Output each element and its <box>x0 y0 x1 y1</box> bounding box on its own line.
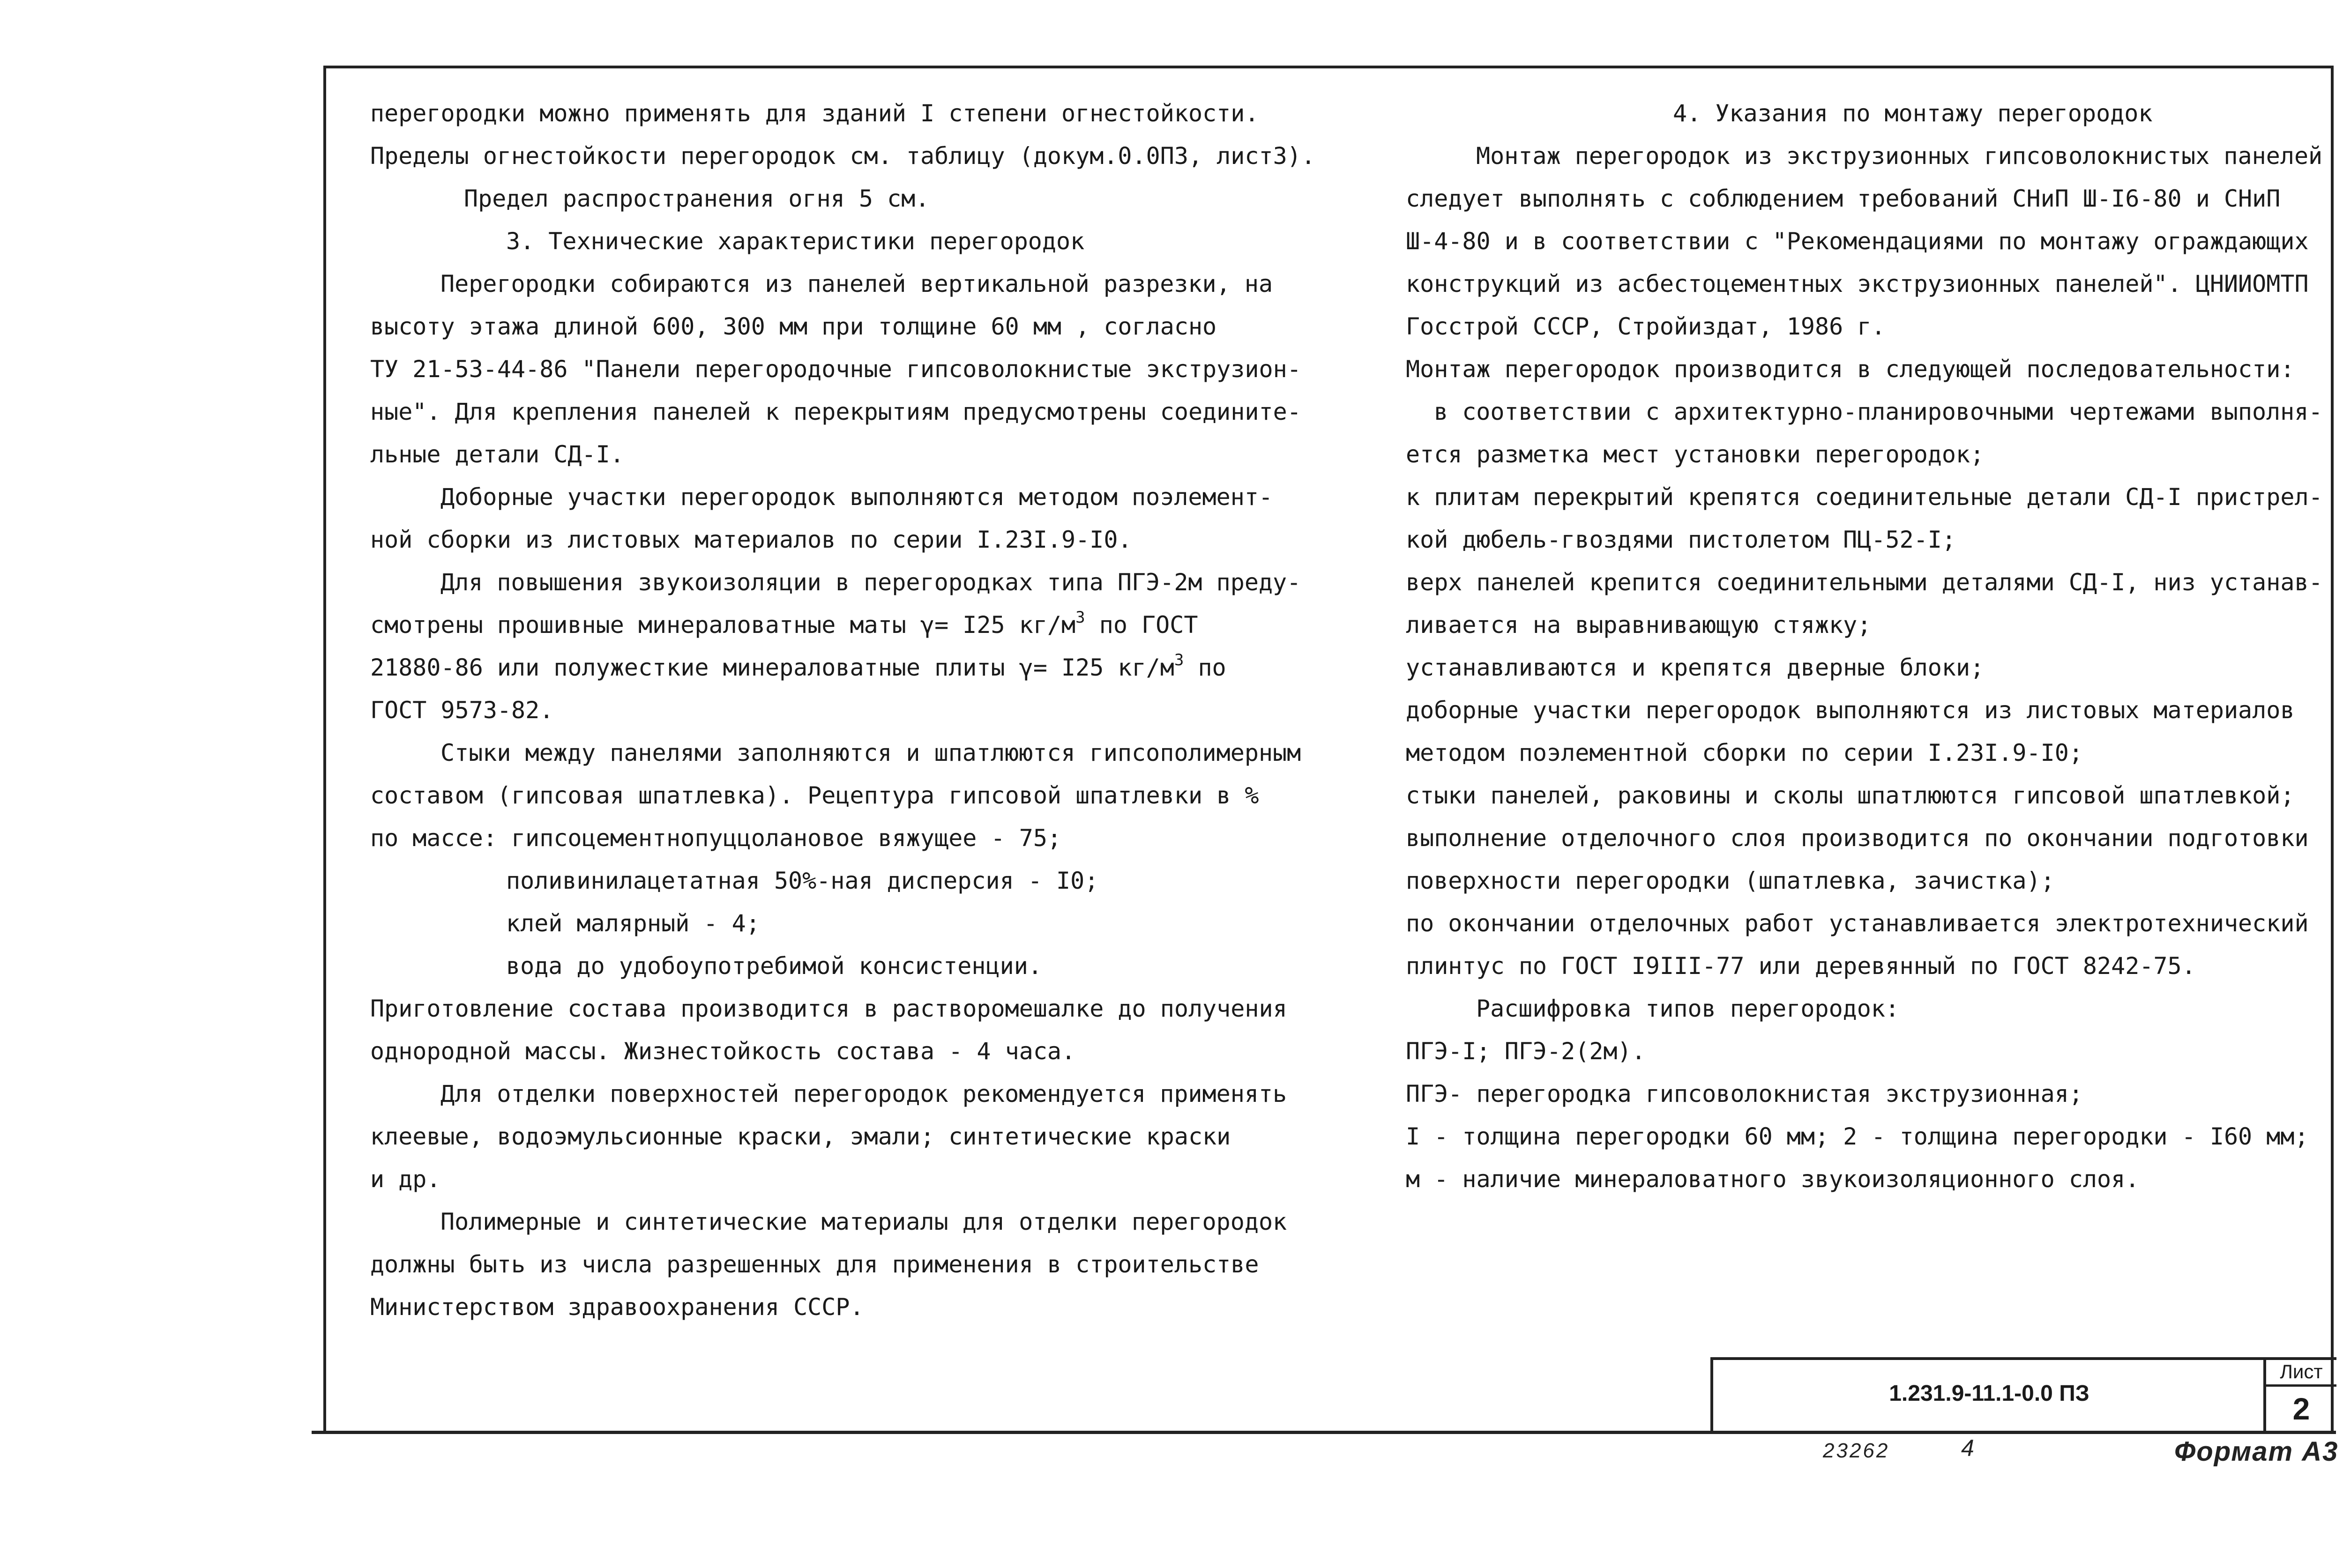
sheet-label: Лист <box>2266 1359 2336 1387</box>
text-line: Полимерные и синтетические материалы для отделки перегородок <box>440 1208 1287 1235</box>
format-label: Формат А3 <box>2174 1436 2339 1467</box>
text-line: ПГЭ-I; ПГЭ-2(2м). <box>1406 1038 1646 1065</box>
text-line: I - толщина перегородки 60 мм; 2 - толщина перегородки - I60 мм; <box>1406 1123 2309 1150</box>
section-3-heading: 3. Технические характеристики перегородок <box>506 228 1085 255</box>
text-line: Перегородки собираются из панелей вертикальной разрезки, на <box>440 270 1273 297</box>
text-line: вода до удобоупотребимой консистенции. <box>506 952 1042 980</box>
text-line: льные детали СД-I. <box>370 441 624 468</box>
text-fragment: смотрены прошивные минераловатные маты γ= I25 кг/м <box>370 611 1076 639</box>
section-4-heading: 4. Указания по монтажу перегородок <box>1673 100 2153 127</box>
text-line: Министерством здравоохранения СССР. <box>370 1293 864 1321</box>
right-column <box>1406 92 2323 1201</box>
text-line <box>370 604 1261 647</box>
text-fragment: 21880-86 или полужесткие минераловатные плиты γ= I25 кг/м <box>370 654 1174 681</box>
text-line: ПГЭ- перегородка гипсоволокнистая экструзионная; <box>1406 1080 2083 1107</box>
text-line: ной сборки из листовых материалов по серии I.23I.9-I0. <box>370 526 1132 553</box>
text-line: высоту этажа длиной 600, 300 мм при толщине 60 мм , согласно <box>370 313 1217 340</box>
text-line: Ш-4-80 и в соответствии с "Рекомендациями по монтажу ограждающих <box>1406 228 2309 255</box>
text-line: Госстрой СССР, Стройиздат, 1986 г. <box>1406 313 1886 340</box>
text-line: плинтус по ГОСТ I9III-77 или деревянный по ГОСТ 8242-75. <box>1406 952 2196 980</box>
text-line: Доборные участки перегородок выполняются методом поэлемент- <box>440 483 1273 511</box>
text-line: и др. <box>370 1166 441 1193</box>
text-line: следует выполнять с соблюдением требований СНиП Ш-I6-80 и СНиП <box>1406 185 2281 212</box>
text-line: выполнение отделочного слоя производится по окончании подготовки <box>1406 825 2309 852</box>
text-line: в соответствии с архитектурно-планировочными чертежами выполня- <box>1434 398 2323 425</box>
text-fragment: по ГОСТ <box>1085 611 1198 639</box>
text-line: Пределы огнестойкости перегородок см. таблицу (докум.0.0ПЗ, лист3). <box>370 142 1315 170</box>
text-line <box>370 647 1261 689</box>
text-line: методом поэлементной сборки по серии I.23I.9-I0; <box>1406 739 2083 766</box>
text-line: клеевые, водоэмульсионные краски, эмали; синтетические краски <box>370 1123 1231 1150</box>
text-line: составом (гипсовая шпатлевка). Рецептура гипсовой шпатлевки в % <box>370 782 1259 809</box>
left-column <box>370 92 1315 1329</box>
text-line: кой дюбель-гвоздями пистолетом ПЦ-52-I; <box>1406 526 1956 553</box>
text-line: ные". Для крепления панелей к перекрытиям предусмотрены соедините- <box>370 398 1301 425</box>
text-line: поливинилацетатная 50%-ная дисперсия - I0; <box>506 867 1099 894</box>
text-line: по окончании отделочных работ устанавливается электротехнический <box>1406 910 2309 937</box>
text-line: Для отделки поверхностей перегородок рекомендуется применять <box>440 1080 1287 1107</box>
text-line: ливается на выравнивающую стяжку; <box>1406 611 1872 639</box>
text-fragment: по <box>1184 654 1226 681</box>
document-code: 1.231.9-11.1-0.0 ПЗ <box>1889 1381 2089 1406</box>
text-line: к плитам перекрытий крепятся соединительные детали СД-I пристрел- <box>1406 483 2323 511</box>
text-line: Расшифровка типов перегородок: <box>1476 995 1900 1022</box>
text-line: доборные участки перегородок выполняются из листовых материалов <box>1406 697 2295 724</box>
text-line: устанавливаются и крепятся дверные блоки; <box>1406 654 1985 681</box>
text-line: клей малярный - 4; <box>506 910 760 937</box>
text-line: конструкций из асбестоцементных экструзионных панелей". ЦНИИОМТП <box>1406 270 2309 297</box>
text-line: поверхности перегородки (шпатлевка, зачистка); <box>1406 867 2055 894</box>
text-line: ется разметка мест установки перегородок; <box>1406 441 1985 468</box>
text-line: Приготовление состава производится в растворомешалке до получения <box>370 995 1287 1022</box>
text-line: Монтаж перегородок производится в следующей последовательности: <box>1406 356 2295 383</box>
text-line: Монтаж перегородок из экструзионных гипсоволокнистых панелей <box>1476 142 2323 170</box>
text-line: однородной массы. Жизнестойкость состава - 4 часа. <box>370 1038 1076 1065</box>
text-line: м - наличие минераловатного звукоизоляционного слоя. <box>1406 1166 2140 1193</box>
superscript: 3 <box>1075 608 1085 627</box>
text-line: стыки панелей, раковины и сколы шпатлюются гипсовой шпатлевкой; <box>1406 782 2295 809</box>
text-line: верх панелей крепится соединительными деталями СД-I, низ устанав- <box>1406 569 2323 596</box>
text-line: ТУ 21-53-44-86 "Панели перегородочные гипсоволокнистые экструзион- <box>370 356 1301 383</box>
inventory-number: 23262 <box>1823 1439 1890 1462</box>
superscript: 3 <box>1174 651 1184 669</box>
text-line: Для повышения звукоизоляции в перегородках типа ПГЭ-2м преду- <box>440 569 1301 596</box>
text-line: ГОСТ 9573-82. <box>370 697 554 724</box>
sheet-number: 2 <box>2292 1391 2310 1426</box>
text-line: Предел распространения огня 5 см. <box>464 185 930 212</box>
text-line: должны быть из числа разрешенных для применения в строительстве <box>370 1251 1259 1278</box>
text-line: по массе: гипсоцементнопуццолановое вяжущее - 75; <box>370 825 1062 852</box>
text-line: Стыки между панелями заполняются и шпатлюются гипсополимерным <box>440 739 1301 766</box>
text-line: перегородки можно применять для зданий I степени огнестойкости. <box>370 100 1259 127</box>
handwritten-mark: 4 <box>1961 1435 1974 1461</box>
